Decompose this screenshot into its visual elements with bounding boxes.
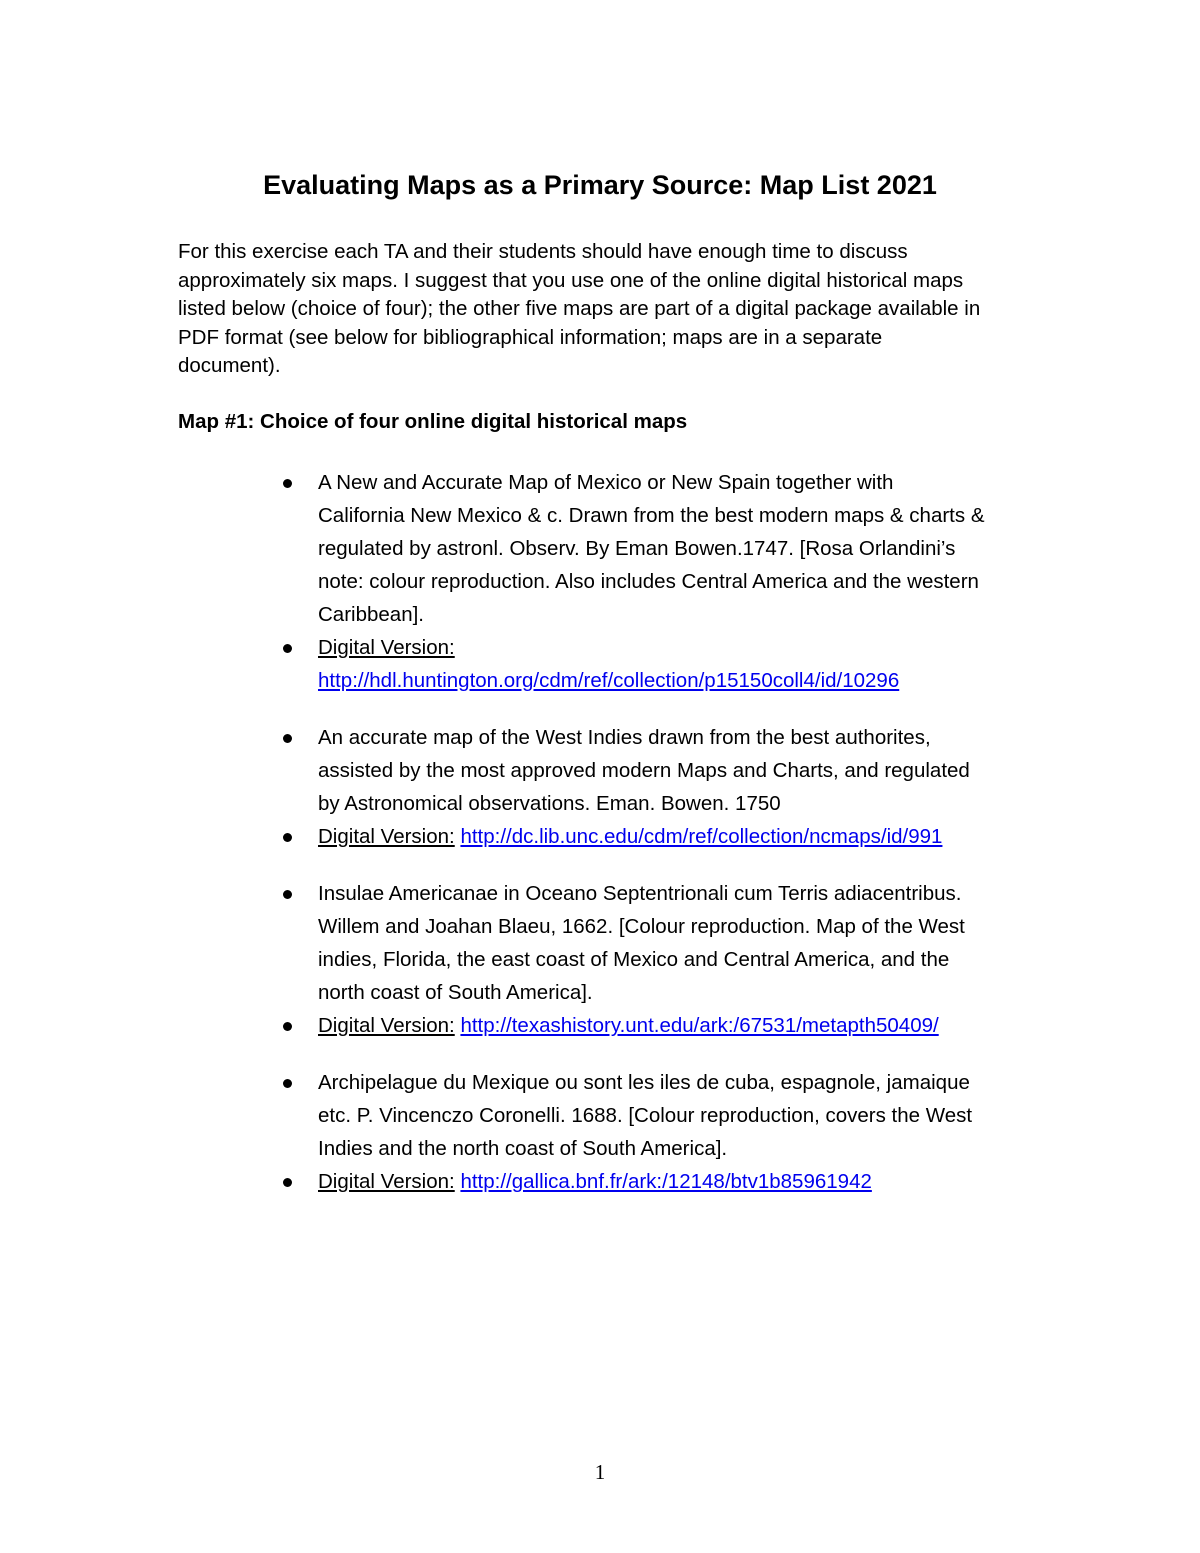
- map-description: [0, 721, 1038, 820]
- description-line: An accurate map of the West Indies drawn from the best authorites,: [318, 726, 931, 749]
- description-line: Caribbean].: [318, 603, 424, 626]
- bullet-icon: [283, 890, 292, 899]
- description-line: A New and Accurate Map of Mexico or New Spain together with: [318, 471, 894, 494]
- digital-version-label: Digital Version:: [318, 1014, 455, 1037]
- description-line: etc. P. Vincenczo Coronelli. 1688. [Colour reproduction, covers the West: [318, 1104, 973, 1127]
- digital-version-item: [0, 631, 1038, 697]
- bullet-icon: [283, 1178, 292, 1187]
- spacer: [0, 1042, 1200, 1066]
- intro-line: document).: [178, 354, 281, 378]
- digital-version-item: [0, 1165, 1038, 1198]
- description-line: Indies and the north coast of South America].: [318, 1137, 728, 1160]
- document-title: Evaluating Maps as a Primary Source: Map List 2021: [263, 170, 937, 200]
- map-description: [0, 1066, 1038, 1165]
- section-heading: Map #1: Choice of four online digital historical maps: [178, 410, 688, 433]
- intro-paragraph: [178, 238, 1038, 381]
- intro-line: listed below (choice of four); the other five maps are part of a digital package available in: [178, 297, 981, 321]
- bullet-icon: [283, 479, 292, 488]
- bullet-icon: [283, 833, 292, 842]
- description-line: assisted by the most approved modern Maps and Charts, and regulated: [318, 759, 970, 782]
- description-line: Insulae Americanae in Oceano Septentrionali cum Terris adiacentribus.: [318, 882, 962, 905]
- digital-version-label: Digital Version:: [318, 1170, 455, 1193]
- digital-version-item: [0, 820, 1038, 853]
- digital-version-link[interactable]: http://hdl.huntington.org/cdm/ref/collection/p15150coll4/id/10296: [318, 669, 900, 692]
- description-line: by Astronomical observations. Eman. Bowen. 1750: [318, 792, 781, 815]
- spacer: [0, 853, 1200, 877]
- intro-line: PDF format (see below for bibliographical information; maps are in a separate: [178, 325, 883, 349]
- map-list: [0, 466, 1200, 1198]
- bullet-icon: [283, 1079, 292, 1088]
- digital-version-label: Digital Version:: [318, 825, 455, 848]
- bullet-icon: [283, 1022, 292, 1031]
- description-line: indies, Florida, the east coast of Mexico and Central America, and the: [318, 948, 950, 971]
- digital-version-label: Digital Version:: [318, 636, 455, 659]
- bullet-icon: [283, 734, 292, 743]
- intro-line: For this exercise each TA and their students should have enough time to discuss: [178, 240, 908, 263]
- digital-version-item: [0, 1009, 1038, 1042]
- description-line: California New Mexico & c. Drawn from the best modern maps & charts &: [318, 504, 985, 527]
- digital-version-link[interactable]: http://dc.lib.unc.edu/cdm/ref/collection/ncmaps/id/991: [460, 825, 943, 848]
- map-description: [0, 466, 1038, 631]
- digital-version-link[interactable]: http://gallica.bnf.fr/ark:/12148/btv1b85961942: [460, 1170, 872, 1193]
- description-line: Archipelague du Mexique ou sont les iles de cuba, espagnole, jamaique: [318, 1071, 970, 1094]
- description-line: Willem and Joahan Blaeu, 1662. [Colour reproduction. Map of the West: [318, 915, 965, 938]
- spacer: [0, 697, 1200, 721]
- description-line: north coast of South America].: [318, 981, 593, 1004]
- map-description: [0, 877, 1038, 1009]
- description-line: regulated by astronl. Observ. By Eman Bowen.1747. [Rosa Orlandini’s: [318, 537, 956, 560]
- page-number: 1: [594, 1460, 606, 1484]
- bullet-icon: [283, 644, 292, 653]
- intro-line: approximately six maps. I suggest that you use one of the online digital historical maps: [178, 268, 964, 292]
- description-line: note: colour reproduction. Also includes Central America and the western: [318, 570, 979, 593]
- digital-version-link[interactable]: http://texashistory.unt.edu/ark:/67531/metapth50409/: [460, 1014, 939, 1037]
